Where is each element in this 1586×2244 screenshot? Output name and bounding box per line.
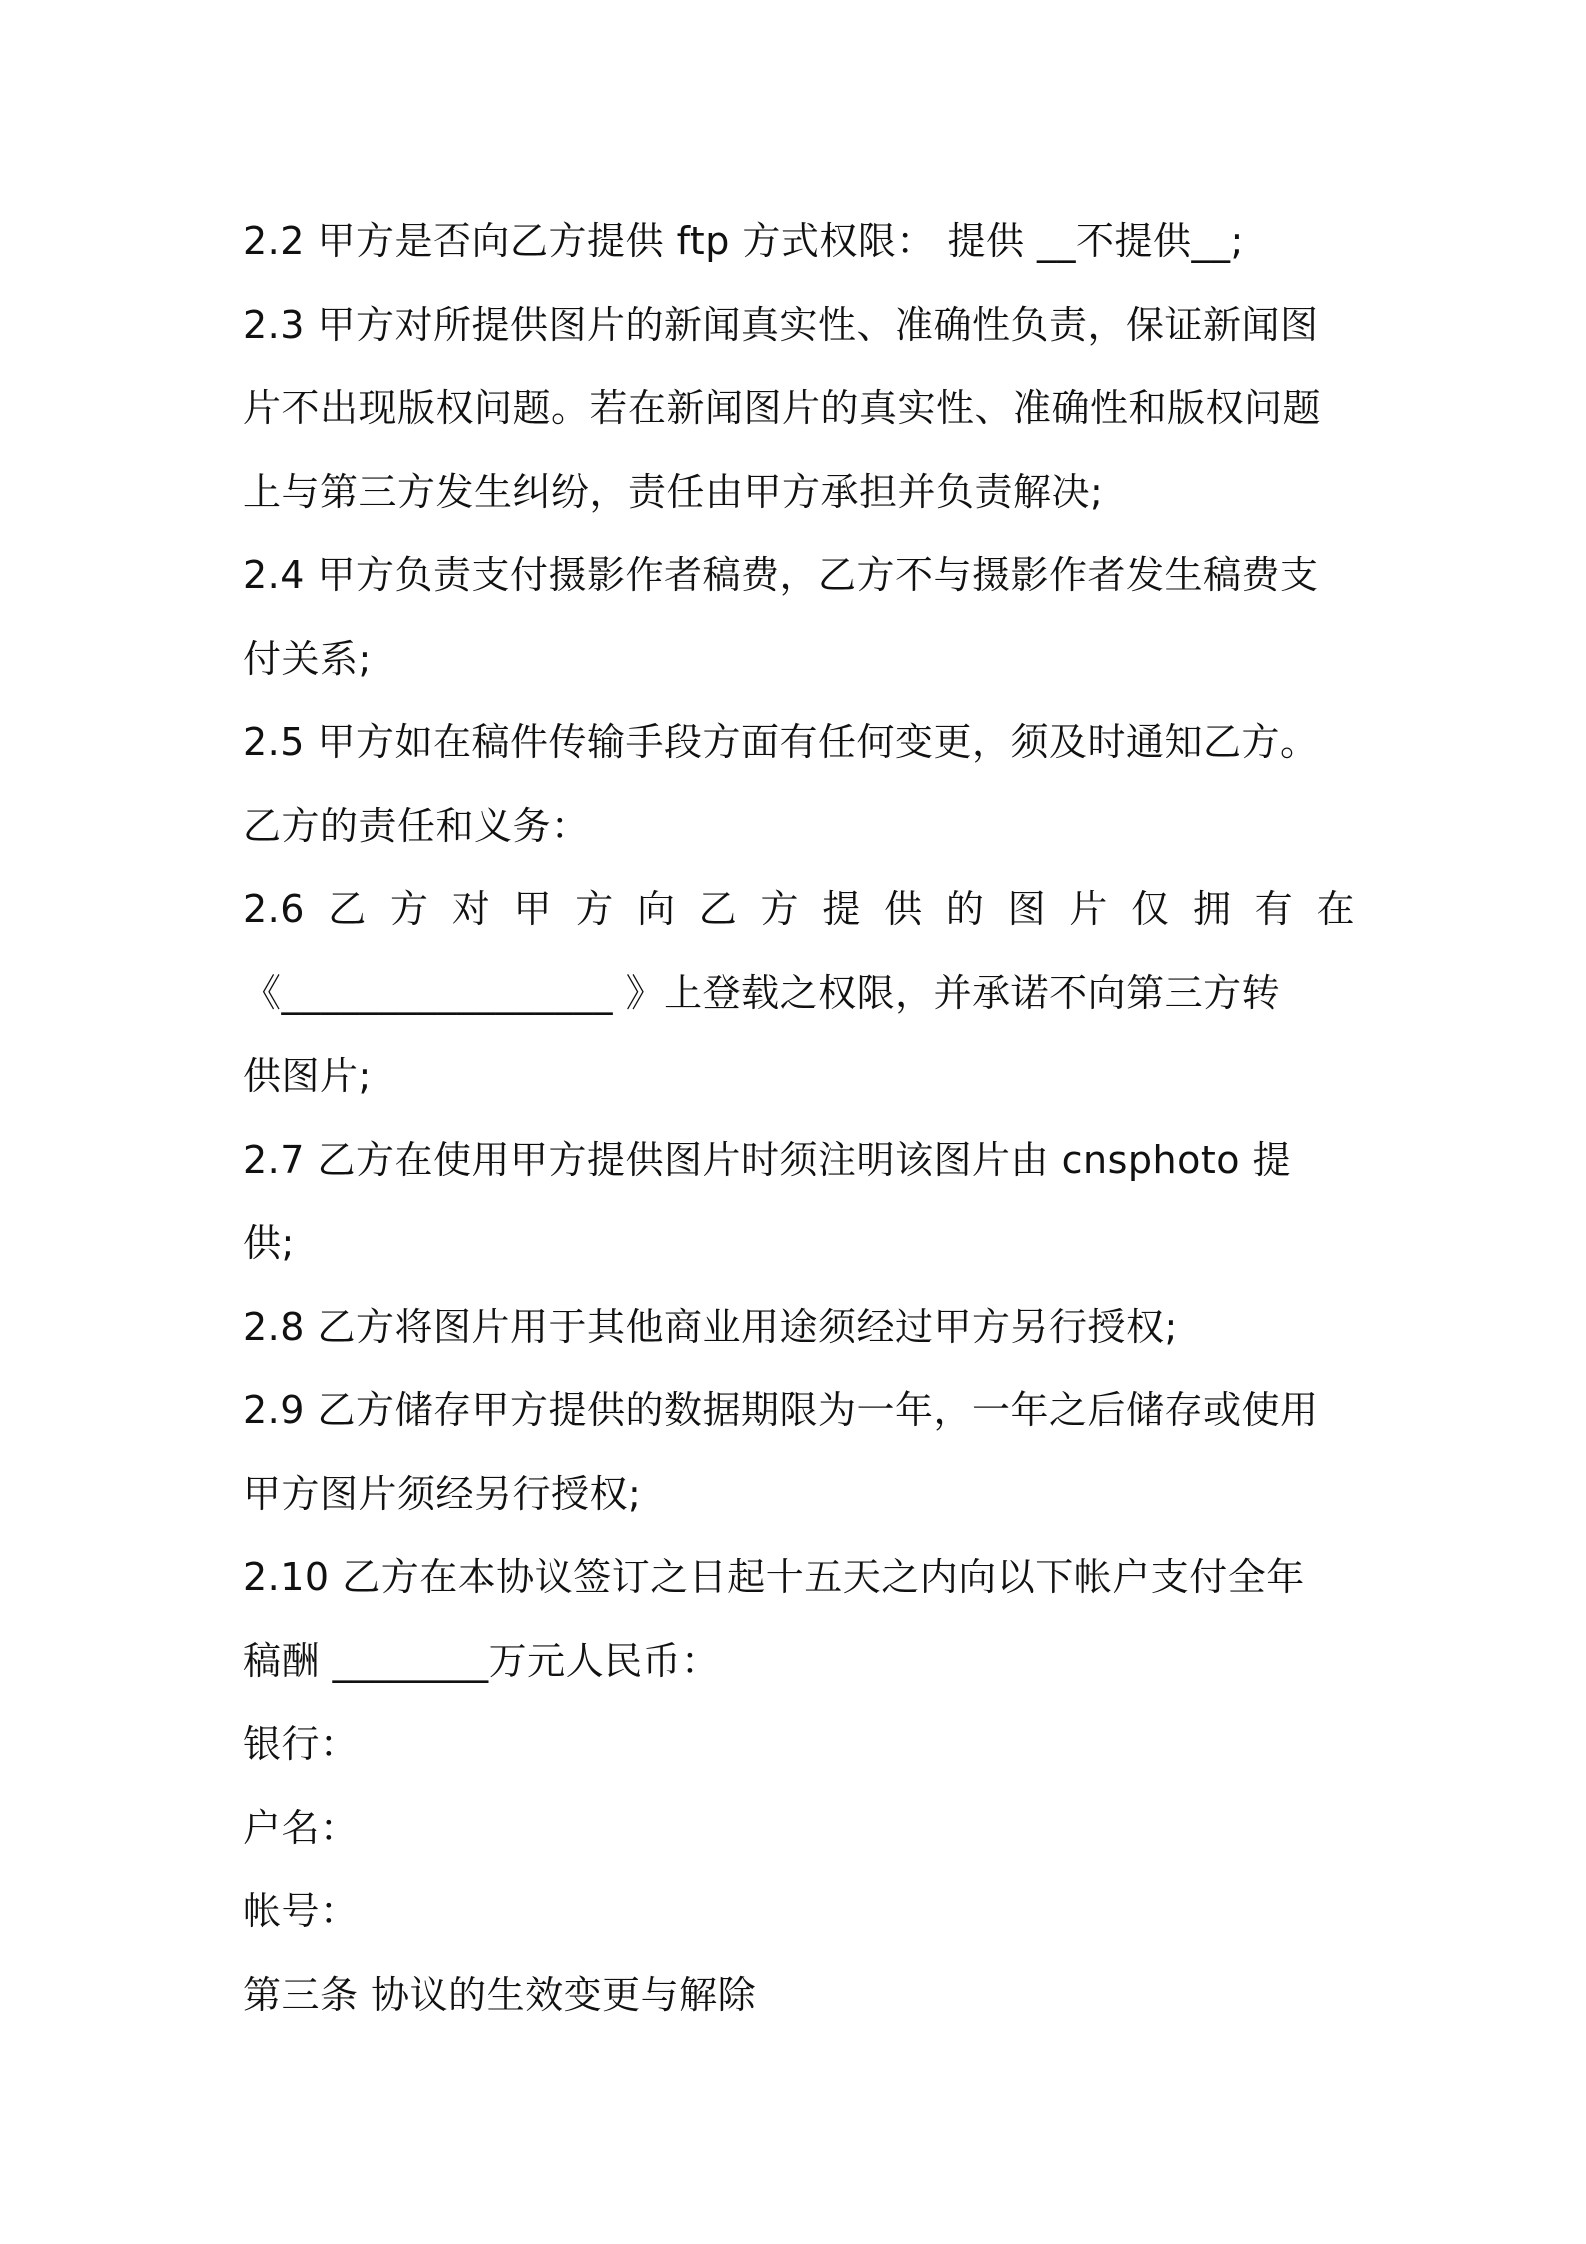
- justified-token: 有: [1254, 887, 1294, 931]
- document-page: [243, 200, 1355, 2037]
- justified-token: 甲: [513, 887, 552, 931]
- justified-token: 方: [389, 887, 429, 931]
- justified-token: 向: [637, 887, 676, 931]
- clause-2-5: 2.5 甲方如在稿件传输手段方面有任何变更，须及时通知乙方。: [243, 720, 1319, 764]
- justified-token: 拥: [1192, 887, 1232, 931]
- clause-2-3-line-1: 2.3 甲方对所提供图片的新闻真实性、准确性负责，保证新闻图: [243, 302, 1319, 347]
- justified-token: 2.6: [243, 887, 305, 931]
- clause-2-9-line-2: 甲方图片须经另行授权;: [243, 1471, 642, 1516]
- account-number-label: 帐号：: [243, 1889, 359, 1933]
- justified-token: 的: [945, 887, 985, 931]
- justified-token: 片: [1069, 887, 1108, 931]
- justified-token: 乙: [698, 887, 738, 931]
- article-3-heading: 第三条 协议的生效变更与解除: [243, 1972, 757, 2017]
- clause-2-4-line-1: 2.4 甲方负责支付摄影作者稿费，乙方不与摄影作者发生稿费支: [243, 553, 1319, 597]
- clause-2-7-line-1: 2.7 乙方在使用甲方提供图片时须注明该图片由 cnsphoto 提: [243, 1137, 1292, 1182]
- justified-token: 乙: [328, 887, 367, 931]
- clause-2-6-line-1: [243, 868, 1355, 952]
- clause-2-4-line-2: 付关系;: [243, 636, 372, 681]
- clause-2-8: 2.8 乙方将图片用于其他商业用途须经过甲方另行授权;: [243, 1304, 1178, 1349]
- bank-label: 银行：: [243, 1722, 359, 1766]
- clause-2-3-line-3: 上与第三方发生纠纷，责任由甲方承担并负责解决;: [243, 469, 1104, 514]
- justified-token: 方: [575, 887, 614, 931]
- justified-token: 提: [822, 887, 861, 931]
- section-heading-party-b-duties: 乙方的责任和义务：: [243, 803, 590, 848]
- justified-token: 方: [760, 887, 800, 931]
- justified-token: 供: [884, 887, 923, 931]
- clause-2-10-line-1: 2.10 乙方在本协议签订之日起十五天之内向以下帐户支付全年: [243, 1555, 1305, 1599]
- clause-2-10-line-2: 稿酬 ________万元人民币：: [243, 1638, 720, 1683]
- clause-2-9-line-1: 2.9 乙方储存甲方提供的数据期限为一年，一年之后储存或使用: [243, 1388, 1319, 1432]
- clause-2-6-line-3: 供图片;: [243, 1054, 372, 1098]
- account-name-label: 户名：: [243, 1805, 359, 1850]
- justified-token: 对: [451, 887, 491, 931]
- clause-2-6-line-2: 《_________________ 》上登载之权限，并承诺不向第三方转: [243, 970, 1281, 1015]
- clause-2-7-line-2: 供;: [243, 1221, 295, 1265]
- clause-2-2: 2.2 甲方是否向乙方提供 ftp 方式权限： 提供 __不提供__;: [243, 219, 1244, 263]
- clause-2-3-line-2: 片不出现版权问题。若在新闻图片的真实性、准确性和版权问题: [243, 386, 1322, 430]
- justified-token: 在: [1316, 887, 1355, 931]
- justified-token: 图: [1007, 887, 1047, 931]
- justified-token: 仅: [1131, 887, 1170, 931]
